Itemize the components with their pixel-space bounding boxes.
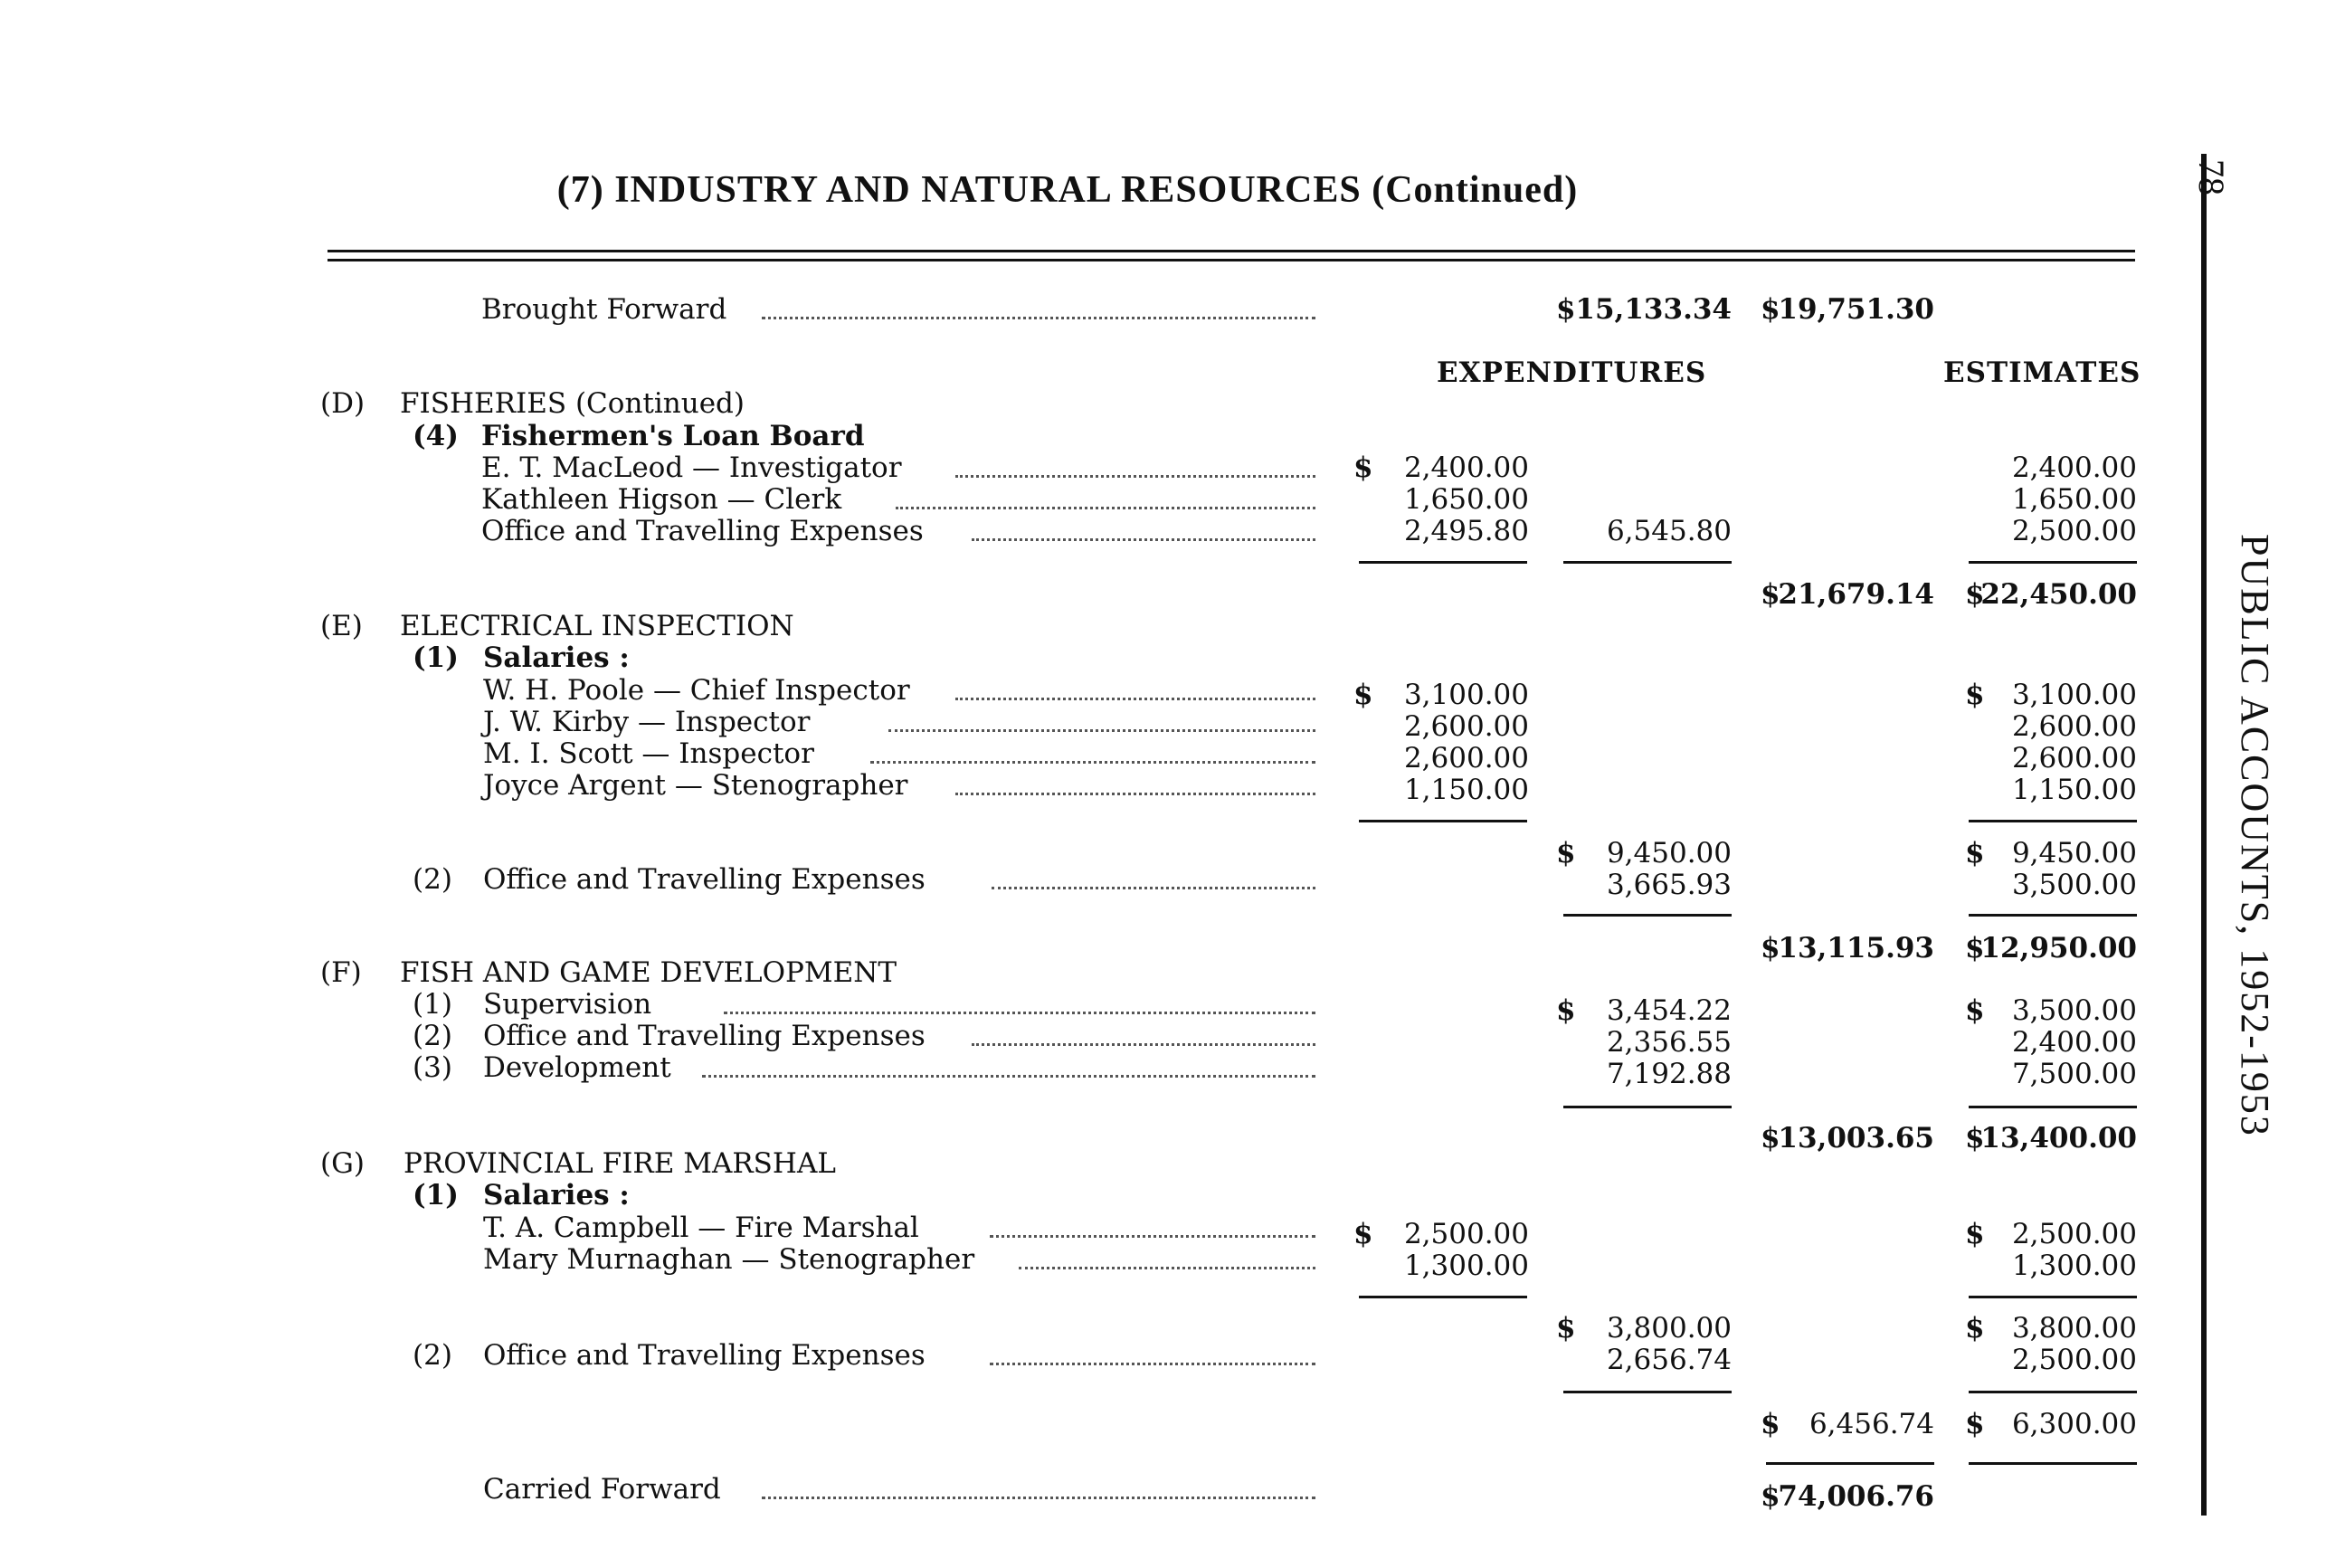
leader-dots xyxy=(955,793,1315,795)
subsection-title-salaries: Salaries : xyxy=(483,1179,630,1212)
dollar-sign: $ xyxy=(1556,994,1576,1027)
leader-dots xyxy=(762,1497,1315,1499)
dollar-sign: $ xyxy=(1761,932,1780,965)
line-item-amount: 2,400.00 xyxy=(1403,451,1529,484)
section-title-electrical: ELECTRICAL INSPECTION xyxy=(400,610,794,642)
section-code-d: (D) xyxy=(320,387,366,420)
leader-dots xyxy=(955,698,1315,700)
section-title-fish-game: FISH AND GAME DEVELOPMENT xyxy=(400,956,897,989)
line-item-label: Kathleen Higson — Clerk xyxy=(481,483,842,516)
page-number: 78 xyxy=(2191,159,2232,195)
dollar-sign: $ xyxy=(1556,837,1576,870)
dollar-sign: $ xyxy=(1965,1122,1985,1155)
underline xyxy=(1563,1106,1732,1108)
salaries-estimate: 9,450.00 xyxy=(2011,837,2137,870)
leader-dots xyxy=(992,887,1315,889)
dollar-sign: $ xyxy=(1761,293,1780,326)
underline xyxy=(1969,1391,2137,1393)
dollar-sign: $ xyxy=(1556,293,1576,326)
subsection-code: (1) xyxy=(413,641,459,674)
leader-dots xyxy=(972,538,1315,541)
line-item-amount: 2,495.80 xyxy=(1403,515,1529,547)
line-item-estimate: 2,400.00 xyxy=(2011,451,2137,484)
underline xyxy=(1969,820,2137,822)
dollar-sign: $ xyxy=(1965,1218,1985,1250)
line-item-estimate: 2,500.00 xyxy=(2011,515,2137,547)
dollar-sign: $ xyxy=(1965,837,1985,870)
side-title: PUBLIC ACCOUNTS, 1952-1953 xyxy=(2233,534,2277,1137)
line-item-label: Development xyxy=(483,1051,671,1084)
underline xyxy=(1969,1106,2137,1108)
subsection-code: (1) xyxy=(413,1179,459,1212)
line-item-amount: 1,300.00 xyxy=(1403,1250,1529,1282)
item-code: (3) xyxy=(413,1051,452,1084)
underline xyxy=(1563,1391,1732,1393)
underline xyxy=(1563,914,1732,917)
leader-dots xyxy=(724,1012,1315,1014)
leader-dots xyxy=(870,761,1315,764)
line-item-estimate: 2,500.00 xyxy=(2011,1218,2137,1250)
subsection-title-office-expenses: Office and Travelling Expenses xyxy=(483,1339,926,1372)
column-heading-expenditures: EXPENDITURES xyxy=(1437,356,1707,389)
section-code-g: (G) xyxy=(320,1147,365,1180)
underline xyxy=(1359,561,1527,564)
page-title: (7) INDUSTRY AND NATURAL RESOURCES (Continued) xyxy=(556,169,1579,211)
section-total-expenditure: 13,115.93 xyxy=(1778,932,1934,965)
section-title-fisheries: FISHERIES (Continued) xyxy=(400,387,745,420)
line-item-estimate: 1,650.00 xyxy=(2011,483,2137,516)
line-item-amount: 2,600.00 xyxy=(1403,742,1529,774)
section-total-estimate: 6,300.00 xyxy=(2011,1408,2137,1440)
dollar-sign: $ xyxy=(1761,1480,1780,1513)
line-item-amount: 2,500.00 xyxy=(1403,1218,1529,1250)
line-item-label: Office and Travelling Expenses xyxy=(483,1020,926,1052)
item-code: (1) xyxy=(413,988,452,1021)
line-item-estimate: 7,500.00 xyxy=(2011,1058,2137,1090)
underline xyxy=(1359,1296,1527,1298)
subtotal-amount: 6,545.80 xyxy=(1606,515,1732,547)
leader-dots xyxy=(990,1363,1315,1365)
subsection-title-loan-board: Fishermen's Loan Board xyxy=(481,420,865,452)
header-rule-top xyxy=(328,250,2135,252)
section-total-estimate: 13,400.00 xyxy=(1980,1122,2137,1155)
leader-dots xyxy=(762,317,1315,319)
subsection-code: (2) xyxy=(413,863,452,896)
brought-forward-estimate: 19,751.30 xyxy=(1778,293,1934,326)
leader-dots xyxy=(1019,1267,1315,1269)
office-expenses-amount: 2,656.74 xyxy=(1606,1344,1732,1376)
subsection-title-office-expenses: Office and Travelling Expenses xyxy=(483,863,926,896)
underline xyxy=(1969,1296,2137,1298)
item-code: (2) xyxy=(413,1020,452,1052)
line-item-amount: 3,454.22 xyxy=(1606,994,1732,1027)
line-item-amount: 1,150.00 xyxy=(1403,774,1529,806)
line-item-estimate: 3,100.00 xyxy=(2011,679,2137,711)
dollar-sign: $ xyxy=(1761,1408,1780,1440)
salaries-estimate: 3,800.00 xyxy=(2011,1312,2137,1345)
leader-dots xyxy=(702,1075,1315,1078)
office-expenses-estimate: 2,500.00 xyxy=(2011,1344,2137,1376)
line-item-estimate: 2,600.00 xyxy=(2011,742,2137,774)
dollar-sign: $ xyxy=(1353,451,1373,484)
line-item-amount: 2,356.55 xyxy=(1606,1026,1732,1059)
line-item-estimate: 3,500.00 xyxy=(2011,994,2137,1027)
line-item-label: M. I. Scott — Inspector xyxy=(483,737,814,770)
line-item-label: Mary Murnaghan — Stenographer xyxy=(483,1243,975,1276)
underline xyxy=(1969,914,2137,917)
dollar-sign: $ xyxy=(1965,1408,1985,1440)
line-item-amount: 1,650.00 xyxy=(1403,483,1529,516)
section-code-f: (F) xyxy=(320,956,362,989)
section-total-expenditure: 21,679.14 xyxy=(1778,578,1934,611)
line-item-label: W. H. Poole — Chief Inspector xyxy=(483,674,910,707)
underline xyxy=(1969,561,2137,564)
dollar-sign: $ xyxy=(1353,679,1373,711)
section-total-expenditure: 6,456.74 xyxy=(1809,1408,1934,1440)
section-total-estimate: 12,950.00 xyxy=(1980,932,2137,965)
dollar-sign: $ xyxy=(1965,679,1985,711)
column-heading-estimates: ESTIMATES xyxy=(1943,356,2141,389)
carried-forward-label: Carried Forward xyxy=(483,1473,721,1506)
brought-forward-label: Brought Forward xyxy=(481,293,727,326)
salaries-subtotal: 3,800.00 xyxy=(1606,1312,1732,1345)
line-item-estimate: 2,400.00 xyxy=(2011,1026,2137,1059)
subsection-title-salaries: Salaries : xyxy=(483,641,630,674)
line-item-estimate: 1,300.00 xyxy=(2011,1250,2137,1282)
section-title-fire-marshal: PROVINCIAL FIRE MARSHAL xyxy=(403,1147,836,1180)
leader-dots xyxy=(896,507,1315,509)
leader-dots xyxy=(888,729,1315,732)
dollar-sign: $ xyxy=(1965,994,1985,1027)
subsection-code: (4) xyxy=(413,420,459,452)
leader-dots xyxy=(990,1235,1315,1238)
line-item-amount: 3,100.00 xyxy=(1403,679,1529,711)
dollar-sign: $ xyxy=(1965,932,1985,965)
section-code-e: (E) xyxy=(320,610,363,642)
office-expenses-estimate: 3,500.00 xyxy=(2011,869,2137,901)
dollar-sign: $ xyxy=(1965,1312,1985,1345)
underline xyxy=(1563,561,1732,564)
underline xyxy=(1359,820,1527,822)
line-item-label: Supervision xyxy=(483,988,652,1021)
salaries-subtotal: 9,450.00 xyxy=(1606,837,1732,870)
brought-forward-expenditure: 15,133.34 xyxy=(1575,293,1732,326)
carried-forward-expenditure: 74,006.76 xyxy=(1778,1480,1934,1513)
line-item-label: J. W. Kirby — Inspector xyxy=(483,706,811,738)
dollar-sign: $ xyxy=(1556,1312,1576,1345)
subsection-code: (2) xyxy=(413,1339,452,1372)
line-item-estimate: 2,600.00 xyxy=(2011,710,2137,743)
underline xyxy=(1969,1462,2137,1465)
leader-dots xyxy=(955,475,1315,478)
header-rule-bottom xyxy=(328,259,2135,261)
margin-rule xyxy=(2201,154,2207,1516)
leader-dots xyxy=(972,1043,1315,1046)
line-item-label: T. A. Campbell — Fire Marshal xyxy=(483,1212,919,1244)
dollar-sign: $ xyxy=(1353,1218,1373,1250)
line-item-amount: 7,192.88 xyxy=(1606,1058,1732,1090)
dollar-sign: $ xyxy=(1761,1122,1780,1155)
section-total-expenditure: 13,003.65 xyxy=(1778,1122,1934,1155)
line-item-label: E. T. MacLeod — Investigator xyxy=(481,451,902,484)
dollar-sign: $ xyxy=(1965,578,1985,611)
office-expenses-amount: 3,665.93 xyxy=(1606,869,1732,901)
line-item-label: Office and Travelling Expenses xyxy=(481,515,924,547)
dollar-sign: $ xyxy=(1761,578,1780,611)
line-item-label: Joyce Argent — Stenographer xyxy=(483,769,908,802)
underline xyxy=(1766,1462,1934,1465)
line-item-estimate: 1,150.00 xyxy=(2011,774,2137,806)
section-total-estimate: 22,450.00 xyxy=(1980,578,2137,611)
line-item-amount: 2,600.00 xyxy=(1403,710,1529,743)
